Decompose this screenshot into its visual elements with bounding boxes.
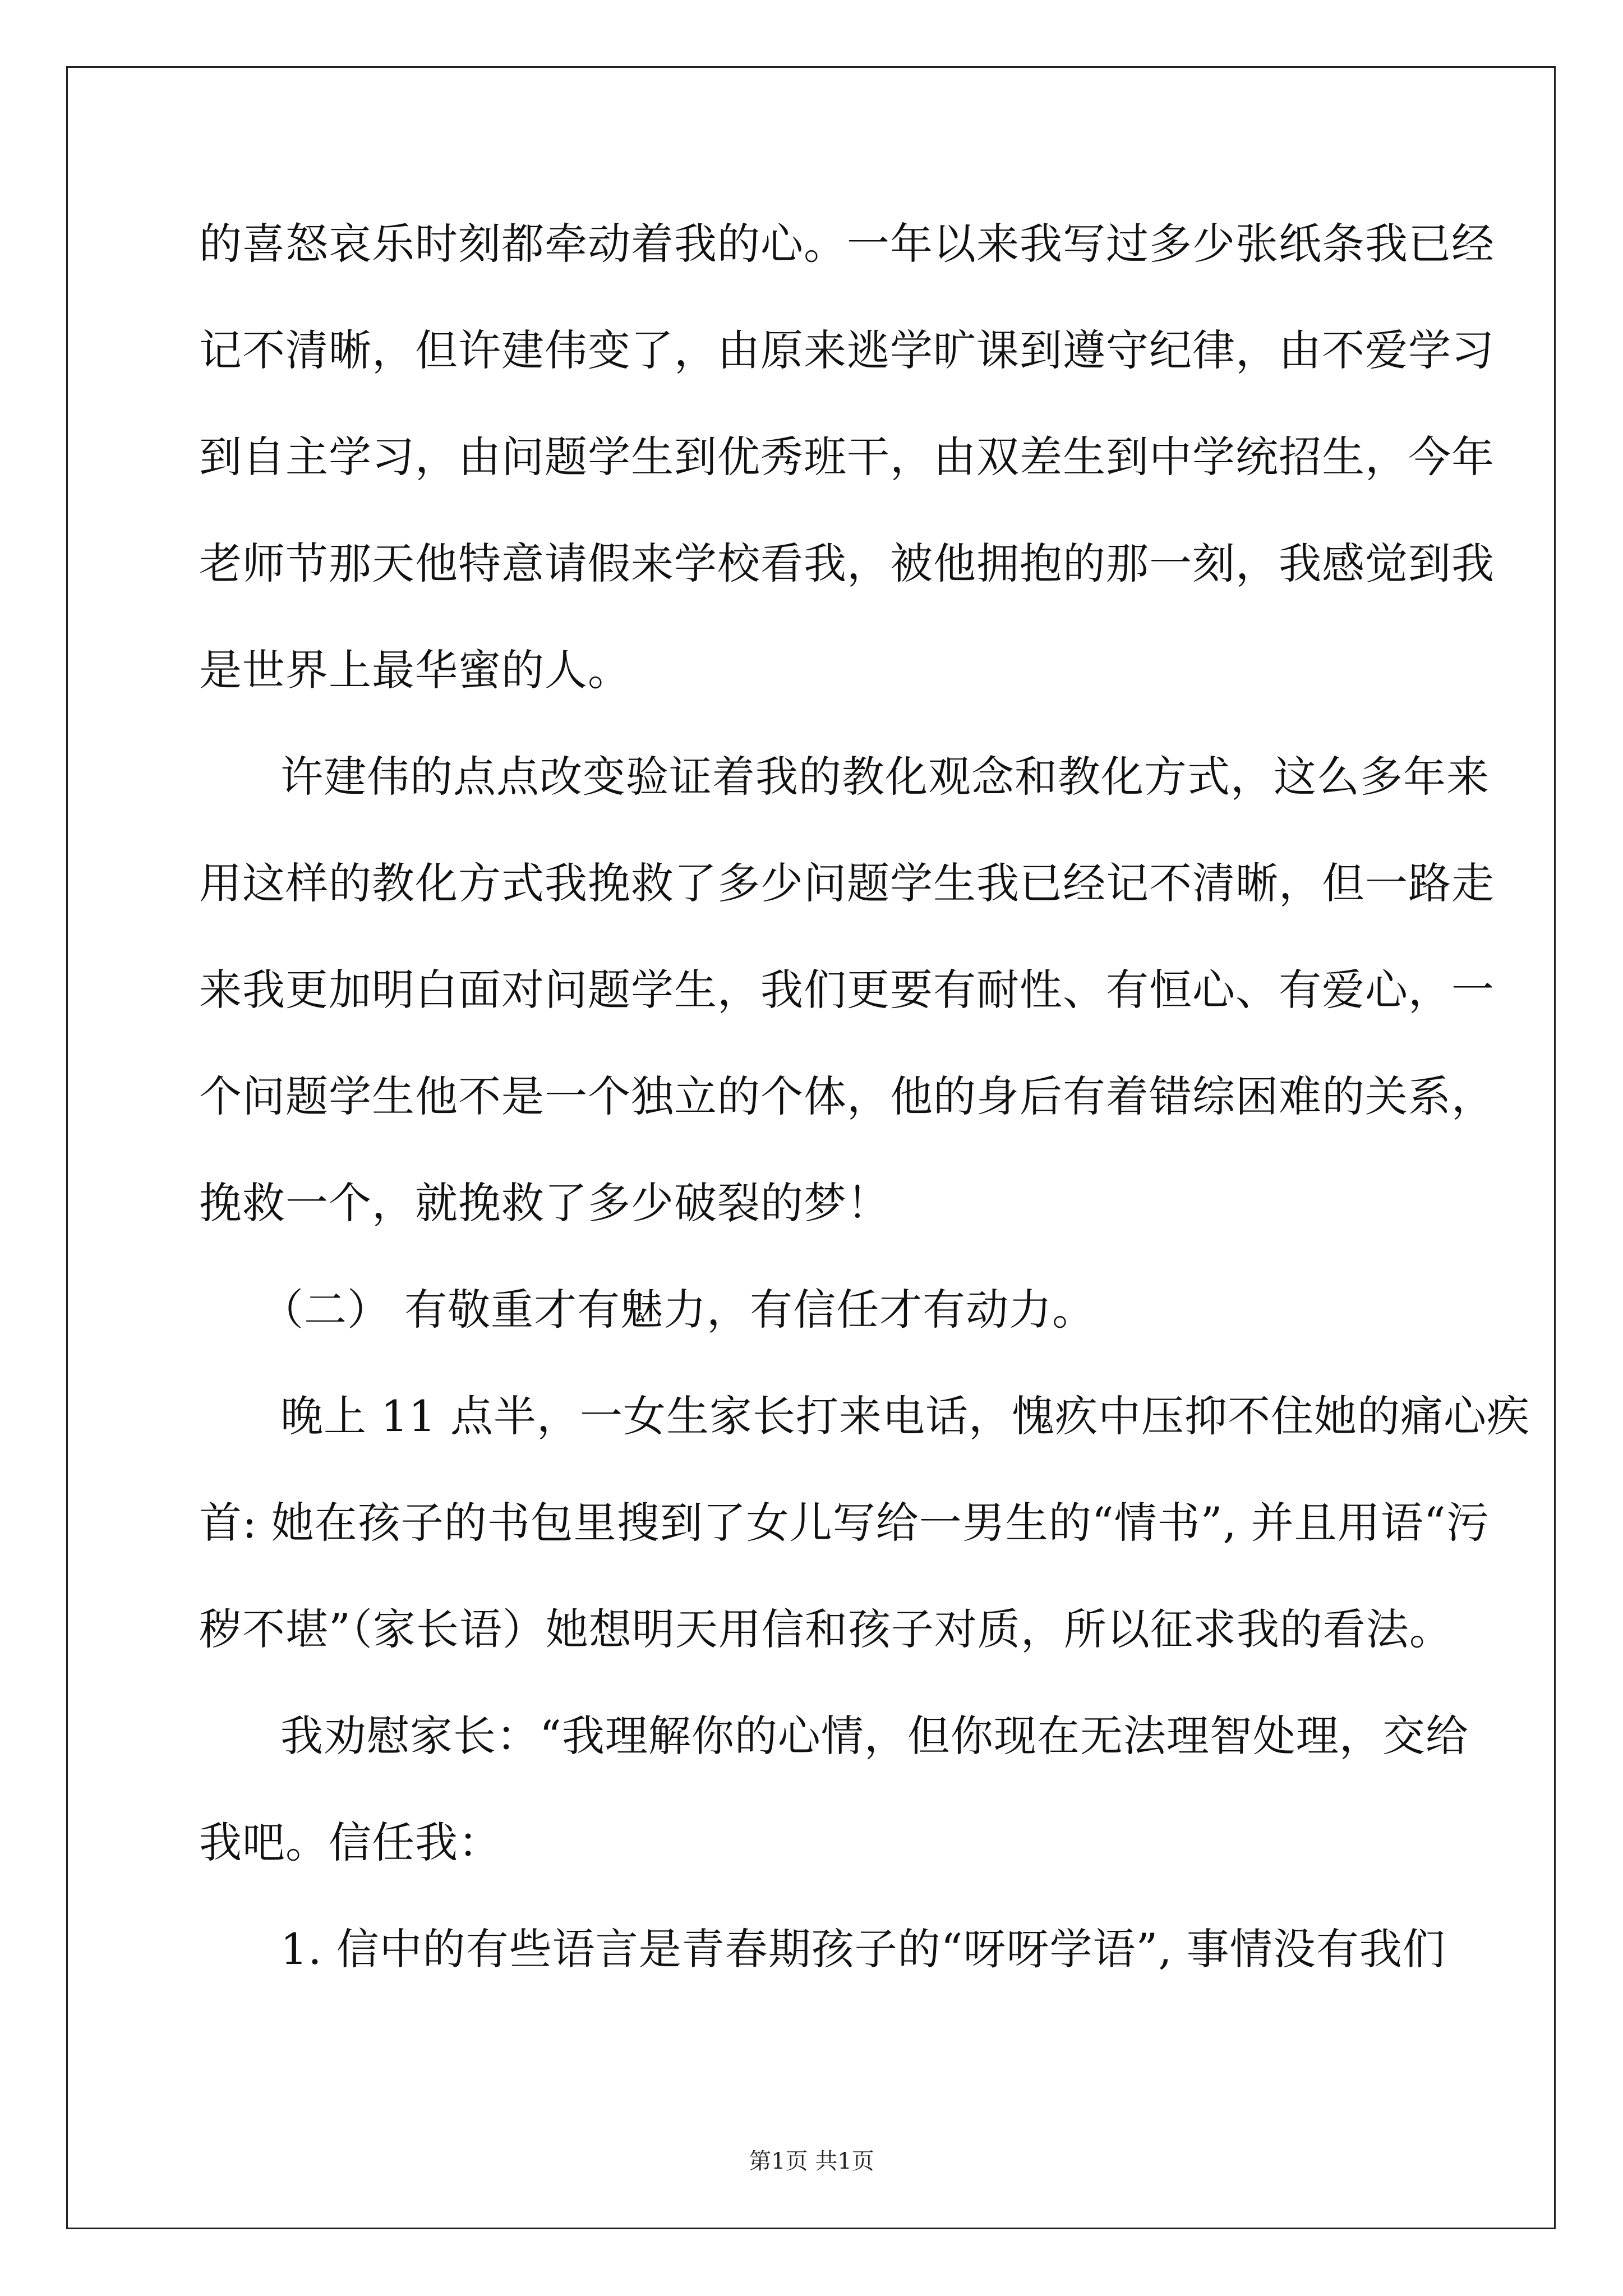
text-line: 到自主学习，由问题学生到优秀班干，由双差生到中学统招生，今年 bbox=[199, 432, 1495, 482]
document-body bbox=[199, 213, 1530, 2025]
page-footer: 第1页 共1页 bbox=[749, 2148, 874, 2174]
text-line: 老师节那天他特意请假来学校看我，被他拥抱的那一刻，我感觉到我 bbox=[199, 539, 1495, 588]
text-line: 首: 她在孩子的书包里搜到了女儿写给一男生的“情书”, 并且用语“污 bbox=[199, 1498, 1490, 1548]
text-line: 用这样的教化方式我挽救了多少问题学生我已经记不清晰，但一路走 bbox=[199, 858, 1495, 908]
text-line: 来我更加明白面对问题学生，我们更要有耐性、有恒心、有爱心，一 bbox=[199, 965, 1495, 1015]
text-line: 个问题学生他不是一个独立的个体，他的身后有着错综困难的关系， bbox=[199, 1071, 1495, 1121]
text-line: 的喜怒哀乐时刻都牵动着我的心。一年以来我写过多少张纸条我已经 bbox=[199, 219, 1495, 269]
text-line: 挽救一个，就挽救了多少破裂的梦！ bbox=[199, 1178, 890, 1228]
text-line: 我吧。信任我： bbox=[199, 1818, 501, 1867]
text-line: 秽不堪”（家长语）她想明天用信和孩子对质，所以征求我的看法。 bbox=[199, 1604, 1453, 1654]
paragraph-first-line: 我劝慰家长：“我理解你的心情，但你现在无法理智处理，交给 bbox=[280, 1711, 1469, 1761]
paragraph-first-line: 晚上 11 点半，一女生家长打来电话，愧疚中压抑不住她的痛心疾 bbox=[280, 1391, 1530, 1441]
numbered-item: 1. 信中的有些语言是青春期孩子的“呀呀学语”, 事情没有我们 bbox=[280, 1924, 1446, 1974]
paragraph-first-line: 许建伟的点点改变验证着我的教化观念和教化方式，这么多年来 bbox=[280, 752, 1490, 802]
text-line: 是世界上最华蜜的人。 bbox=[199, 645, 631, 695]
section-heading: （二） 有敬重才有魅力，有信任才有动力。 bbox=[261, 1285, 1096, 1335]
text-line: 记不清晰，但许建伟变了，由原来逃学旷课到遵守纪律，由不爱学习 bbox=[199, 325, 1495, 375]
